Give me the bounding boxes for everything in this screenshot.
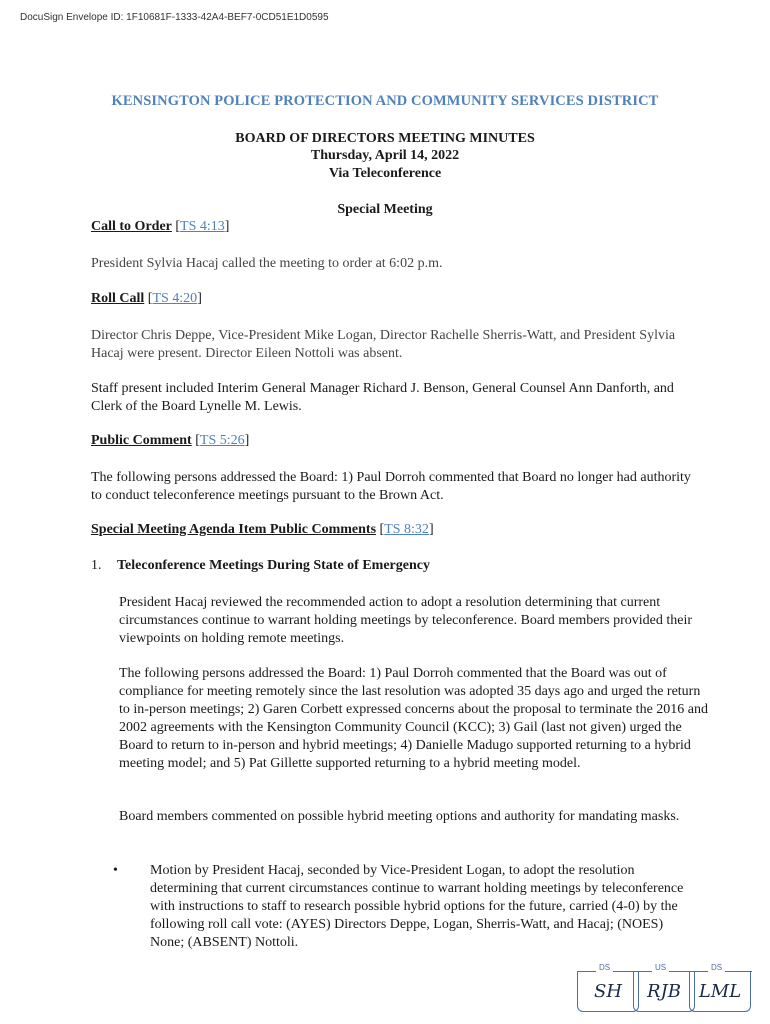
initials-label: DS [708, 963, 725, 972]
initials-box-lml [689, 963, 751, 1012]
initials-signature: RJB [647, 981, 681, 1002]
agenda-item-1-heading [91, 558, 430, 574]
agenda-item-paragraph-2: The following persons addressed the Board: 1) Paul Dorroh commented that the Board was out of compliance for meeting remotely since the last resolution was adopted 35 days ago and urged the return to in-person meetings; 2) Garen Corbett expressed concerns about the proposal to terminate the 2016 and 2002 agreements with the Kensington Community Council (KCC); 3) Gail (last not given) urged the Board to return to in-person and hybrid meetings; 4) Danielle Madugo supported returning to a hybrid meeting model; and 5) Pat Gillette supported returning to a hybrid meeting model. [119, 666, 708, 771]
public-comment-timestamp-link[interactable]: TS 5:26 [199, 433, 245, 448]
public-comment-text: The following persons addressed the Board: 1) Paul Dorroh commented that Board no longer had authority to conduct teleconference meetings pursuant to the Brown Act. [91, 470, 691, 503]
initials-box-rjb [633, 963, 695, 1012]
initials-box-sh [577, 963, 639, 1012]
agenda-item-title: Teleconference Meetings During State of Emergency [117, 558, 430, 573]
public-comment-label: Public Comment [91, 433, 192, 448]
envelope-id: DocuSign Envelope ID: 1F10681F-1333-42A4-BEF7-0CD51E1D0595 [20, 12, 329, 23]
meeting-type: Special Meeting [337, 202, 433, 217]
motion-text: Motion by President Hacaj, seconded by Vice-President Logan, to adopt the resolution determining that current circumstances continue to warrant holding meetings by teleconference with instructions to staff to research possible hybrid options for the future, carried (4-0) by the following roll call vote: (AYES) Directors Deppe, Logan, Sherris-Watt, and Hacaj; (NOES) None; (ABSENT) Nottoli. [150, 863, 684, 950]
public-comment-heading: Public Comment [TS 5:26] [91, 433, 250, 448]
special-agenda-label: Special Meeting Agenda Item Public Comments [91, 522, 377, 537]
initials-signature: SH [593, 981, 623, 1002]
roll-call-heading: Roll Call [TS 4:20] [91, 291, 202, 306]
roll-call-timestamp-link[interactable]: TS 4:20 [152, 291, 198, 306]
meeting-date: Thursday, April 14, 2022 [310, 148, 460, 163]
initials-label: DS [596, 963, 613, 972]
agenda-item-number: 1. [91, 558, 102, 573]
initials-signature: LML [698, 981, 742, 1002]
special-agenda-heading: Special Meeting Agenda Item Public Comments [TS 8:32] [91, 522, 434, 537]
call-to-order-text: President Sylvia Hacaj called the meeting to order at 6:02 p.m. [91, 256, 443, 271]
roll-call-attendance: Director Chris Deppe, Vice-President Mike Logan, Director Rachelle Sherris-Watt, and President Sylvia Hacaj were present. Director Eileen Nottoli was absent. [91, 328, 676, 361]
call-to-order-heading: Call to Order [TS 4:13] [91, 219, 230, 234]
bullet-icon: • [113, 863, 118, 878]
district-name: KENSINGTON POLICE PROTECTION AND COMMUNITY SERVICES DISTRICT [111, 93, 659, 109]
special-agenda-timestamp-link[interactable]: TS 8:32 [384, 522, 429, 537]
agenda-item-paragraph-3: Board members commented on possible hybrid meeting options and authority for mandating masks. [119, 809, 680, 824]
minutes-title: BOARD OF DIRECTORS MEETING MINUTES [235, 131, 535, 146]
meeting-location: Via Teleconference [328, 166, 442, 181]
call-to-order-timestamp-link[interactable]: TS 4:13 [180, 219, 225, 234]
roll-call-label: Roll Call [91, 291, 145, 306]
initials-label: US [652, 963, 669, 972]
agenda-item-paragraph-1: President Hacaj reviewed the recommended action to adopt a resolution determining that current circumstances continue to warrant holding meetings by teleconference. Board members provided their viewpoints on holding remote meetings. [119, 595, 693, 646]
call-to-order-label: Call to Order [91, 219, 172, 234]
roll-call-staff: Staff present included Interim General Manager Richard J. Benson, General Counsel Ann Danforth, and Clerk of the Board Lynelle M. Lewis. [91, 381, 674, 414]
